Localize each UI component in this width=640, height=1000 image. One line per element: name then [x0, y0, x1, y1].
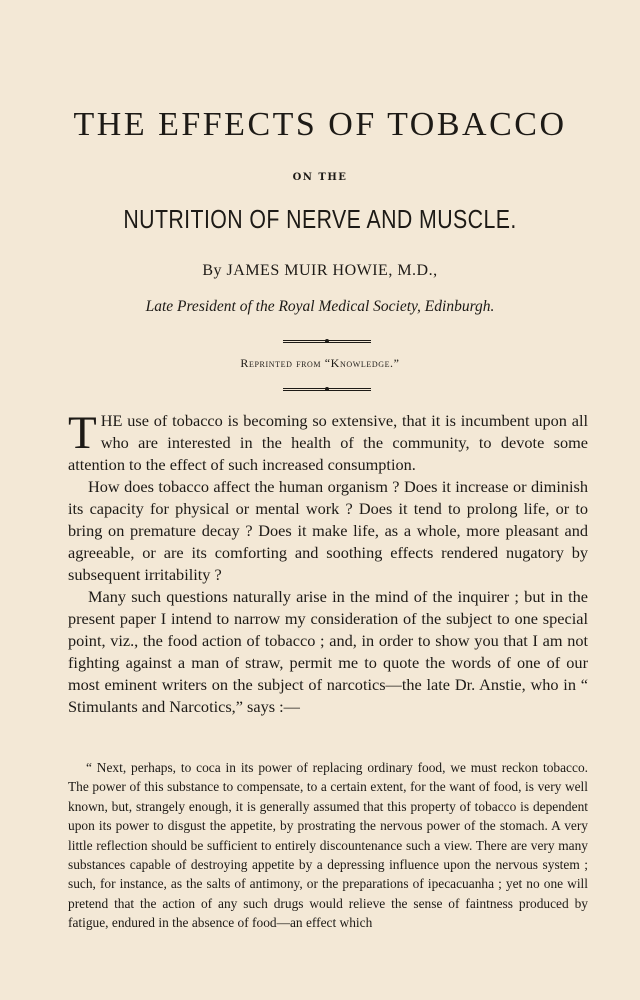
rule-dot	[325, 339, 329, 343]
reprint-note: Reprinted from “Knowledge.”	[240, 356, 400, 370]
author-affiliation: Late President of the Royal Medical Society, Edinburgh.	[145, 298, 495, 315]
drop-cap: T	[68, 407, 97, 459]
page-subtitle: NUTRITION OF NERVE AND MUSCLE.	[123, 204, 517, 234]
paragraph-1	[68, 407, 588, 476]
paragraph-1-text: HE use of tobacco is becoming so extensive, that it is incumbent upon all who are interested in the health of the community, to devote some attention to the effect of such increased consumption.	[68, 411, 588, 474]
paragraph-2: How does tobacco affect the human organism ? Does it increase or diminish its capacity for physical or mental work ? Does it tend to prolong life, or to bring on premature decay ? Does it make life, as a whole, more pleasant and agreeable, or are its comforting and soothing effects rendered nugatory by subsequent irritability ?	[68, 477, 588, 584]
ornamental-rule-bottom	[283, 388, 371, 391]
block-quote	[68, 758, 588, 933]
body-text	[68, 407, 588, 718]
page-title: THE EFFECTS OF TOBACCO	[73, 106, 567, 143]
quote-text: “ Next, perhaps, to coca in its power of replacing ordinary food, we must reckon tobacco. The power of this substance to compensate, to a certain extent, for the want of food, is very well known, but, strangely enough, it is generally assumed that this property of tobacco is dependent upon its power to disgust the appetite, by prostrating the nervous power of the stomach. A very little reflection should be sufficient to entirely discountenance such a view. There are very many substances capable of destroying appetite by a depressing influence upon the nervous system ; such, for instance, as the salts of antimony, or the preparations of ipecacuanha ; yet no one will pretend that the action of any such drugs would relieve the sense of faintness produced by fatigue, endured in the absence of food—an effect which	[68, 760, 588, 931]
rule-dot	[325, 387, 329, 391]
paragraph-3: Many such questions naturally arise in the mind of the inquirer ; but in the present paper I intend to narrow my consideration of the subject to one special point, viz., the food action of tobacco ; and, in order to show you that I am not fighting against a man of straw, permit me to quote the words of one of our most eminent writers on the subject of narcotics—the late Dr. Anstie, who in “ Stimulants and Narcotics,” says :—	[68, 587, 588, 716]
author-byline: By JAMES MUIR HOWIE, M.D.,	[202, 262, 438, 279]
title-connector: ON THE	[292, 172, 348, 183]
ornamental-rule-top	[283, 340, 371, 343]
